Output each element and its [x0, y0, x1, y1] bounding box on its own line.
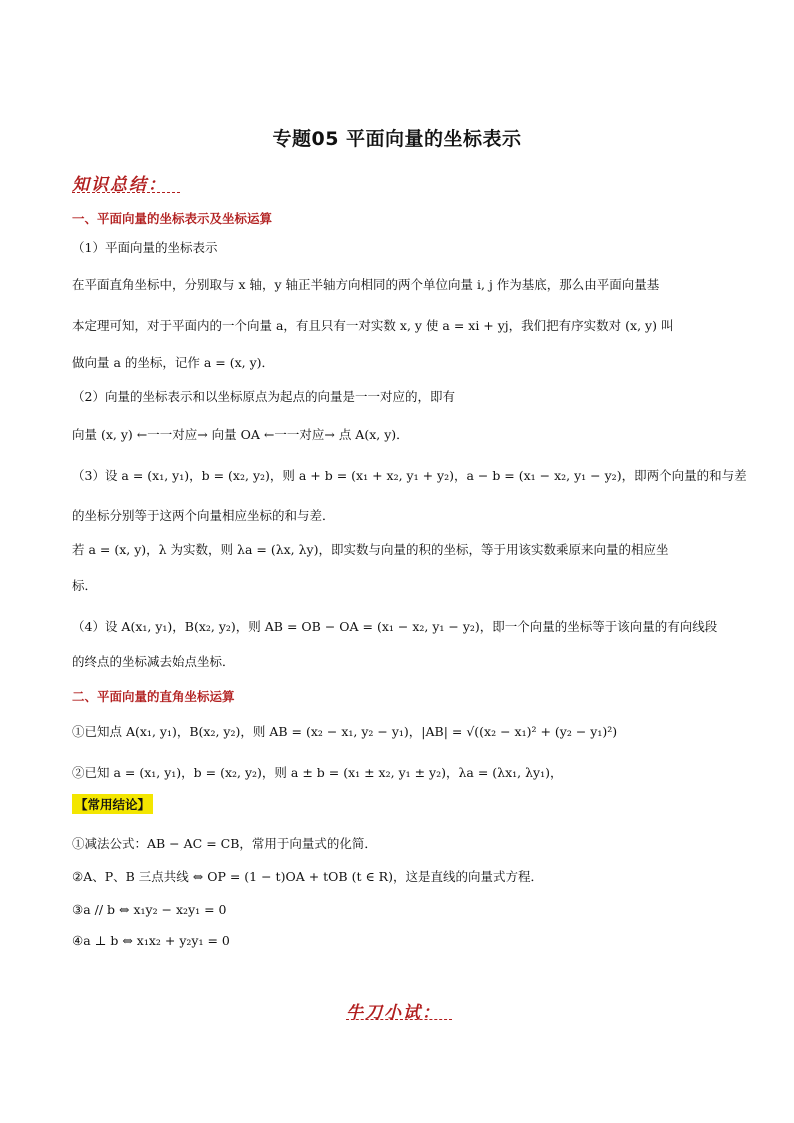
paragraph-line: （3）设 a = (x₁, y₁)，b = (x₂, y₂)，则 a + b = (x₁ + x₂, y₁ + y₂)，a − b = (x₁ − x₂, y₁ − y₂)，即两个向量的和与差 [72, 468, 747, 483]
rule-item: ②已知 a = (x₁, y₁)，b = (x₂, y₂)，则 a ± b = (x₁ ± x₂, y₁ ± y₂)，λa = (λx₁, λy₁)， [72, 765, 563, 780]
paragraph-line: 标． [72, 578, 98, 593]
paragraph-line: （4）设 A(x₁, y₁)，B(x₂, y₂)，则 AB = OB − OA = (x₁ − x₂, y₁ − y₂)，即一个向量的坐标等于该向量的有向线段 [72, 619, 718, 634]
subsection-1-title: （1）平面向量的坐标表示 [72, 240, 218, 255]
paragraph-line: 做向量 a 的坐标，记作 a = (x, y)． [72, 355, 275, 370]
paragraph-line: 若 a = (x, y)，λ 为实数，则 λa = (λx, λy)，即实数与向量的积的坐标，等于用该实数乘原来向量的相应坐 [72, 542, 669, 557]
conclusion-item: ①减法公式：AB − AC = CB，常用于向量式的化简． [72, 836, 377, 851]
practice-heading: 牛刀小试： [346, 1003, 441, 1023]
paragraph-line: 的终点的坐标减去始点坐标． [72, 654, 235, 669]
paragraph-line: 本定理可知，对于平面内的一个向量 a，有且只有一对实数 x, y 使 a = xi + yj，我们把有序实数对 (x, y) 叫 [72, 318, 674, 333]
paragraph-line: 的坐标分别等于这两个向量相应坐标的和与差． [72, 508, 335, 523]
summary-heading: 知识总结： [72, 175, 167, 195]
practice-underline [346, 1019, 452, 1020]
page-title: 专题05 平面向量的坐标表示 [272, 128, 522, 150]
section-1-heading: 一、平面向量的坐标表示及坐标运算 [72, 211, 273, 226]
common-conclusions-label: 【常用结论】 [72, 794, 153, 814]
conclusion-item: ②A、P、B 三点共线 ⇔ OP = (1 − t)OA + tOB (t ∈ R)，这是直线的向量式方程． [72, 869, 543, 884]
summary-underline [72, 192, 180, 193]
rule-item: ①已知点 A(x₁, y₁)，B(x₂, y₂)，则 AB = (x₂ − x₁, y₂ − y₁)，|AB| = √((x₂ − x₁)² + (y₂ − y₁)²) [72, 724, 618, 739]
section-2-heading: 二、平面向量的直角坐标运算 [72, 689, 235, 704]
subsection-2-title: （2）向量的坐标表示和以坐标原点为起点的向量是一一对应的，即有 [72, 389, 455, 404]
conclusion-item: ③a // b ⇔ x₁y₂ − x₂y₁ = 0 [72, 902, 227, 917]
conclusion-item: ④a ⊥ b ⇔ x₁x₂ + y₂y₁ = 0 [72, 933, 230, 948]
correspondence-line: 向量 (x, y) ←一一对应→ 向量 OA ←一一对应→ 点 A(x, y)． [72, 427, 409, 442]
paragraph-line: 在平面直角坐标中，分别取与 x 轴，y 轴正半轴方向相同的两个单位向量 i, j 作为基底，那么由平面向量基 [72, 277, 660, 292]
